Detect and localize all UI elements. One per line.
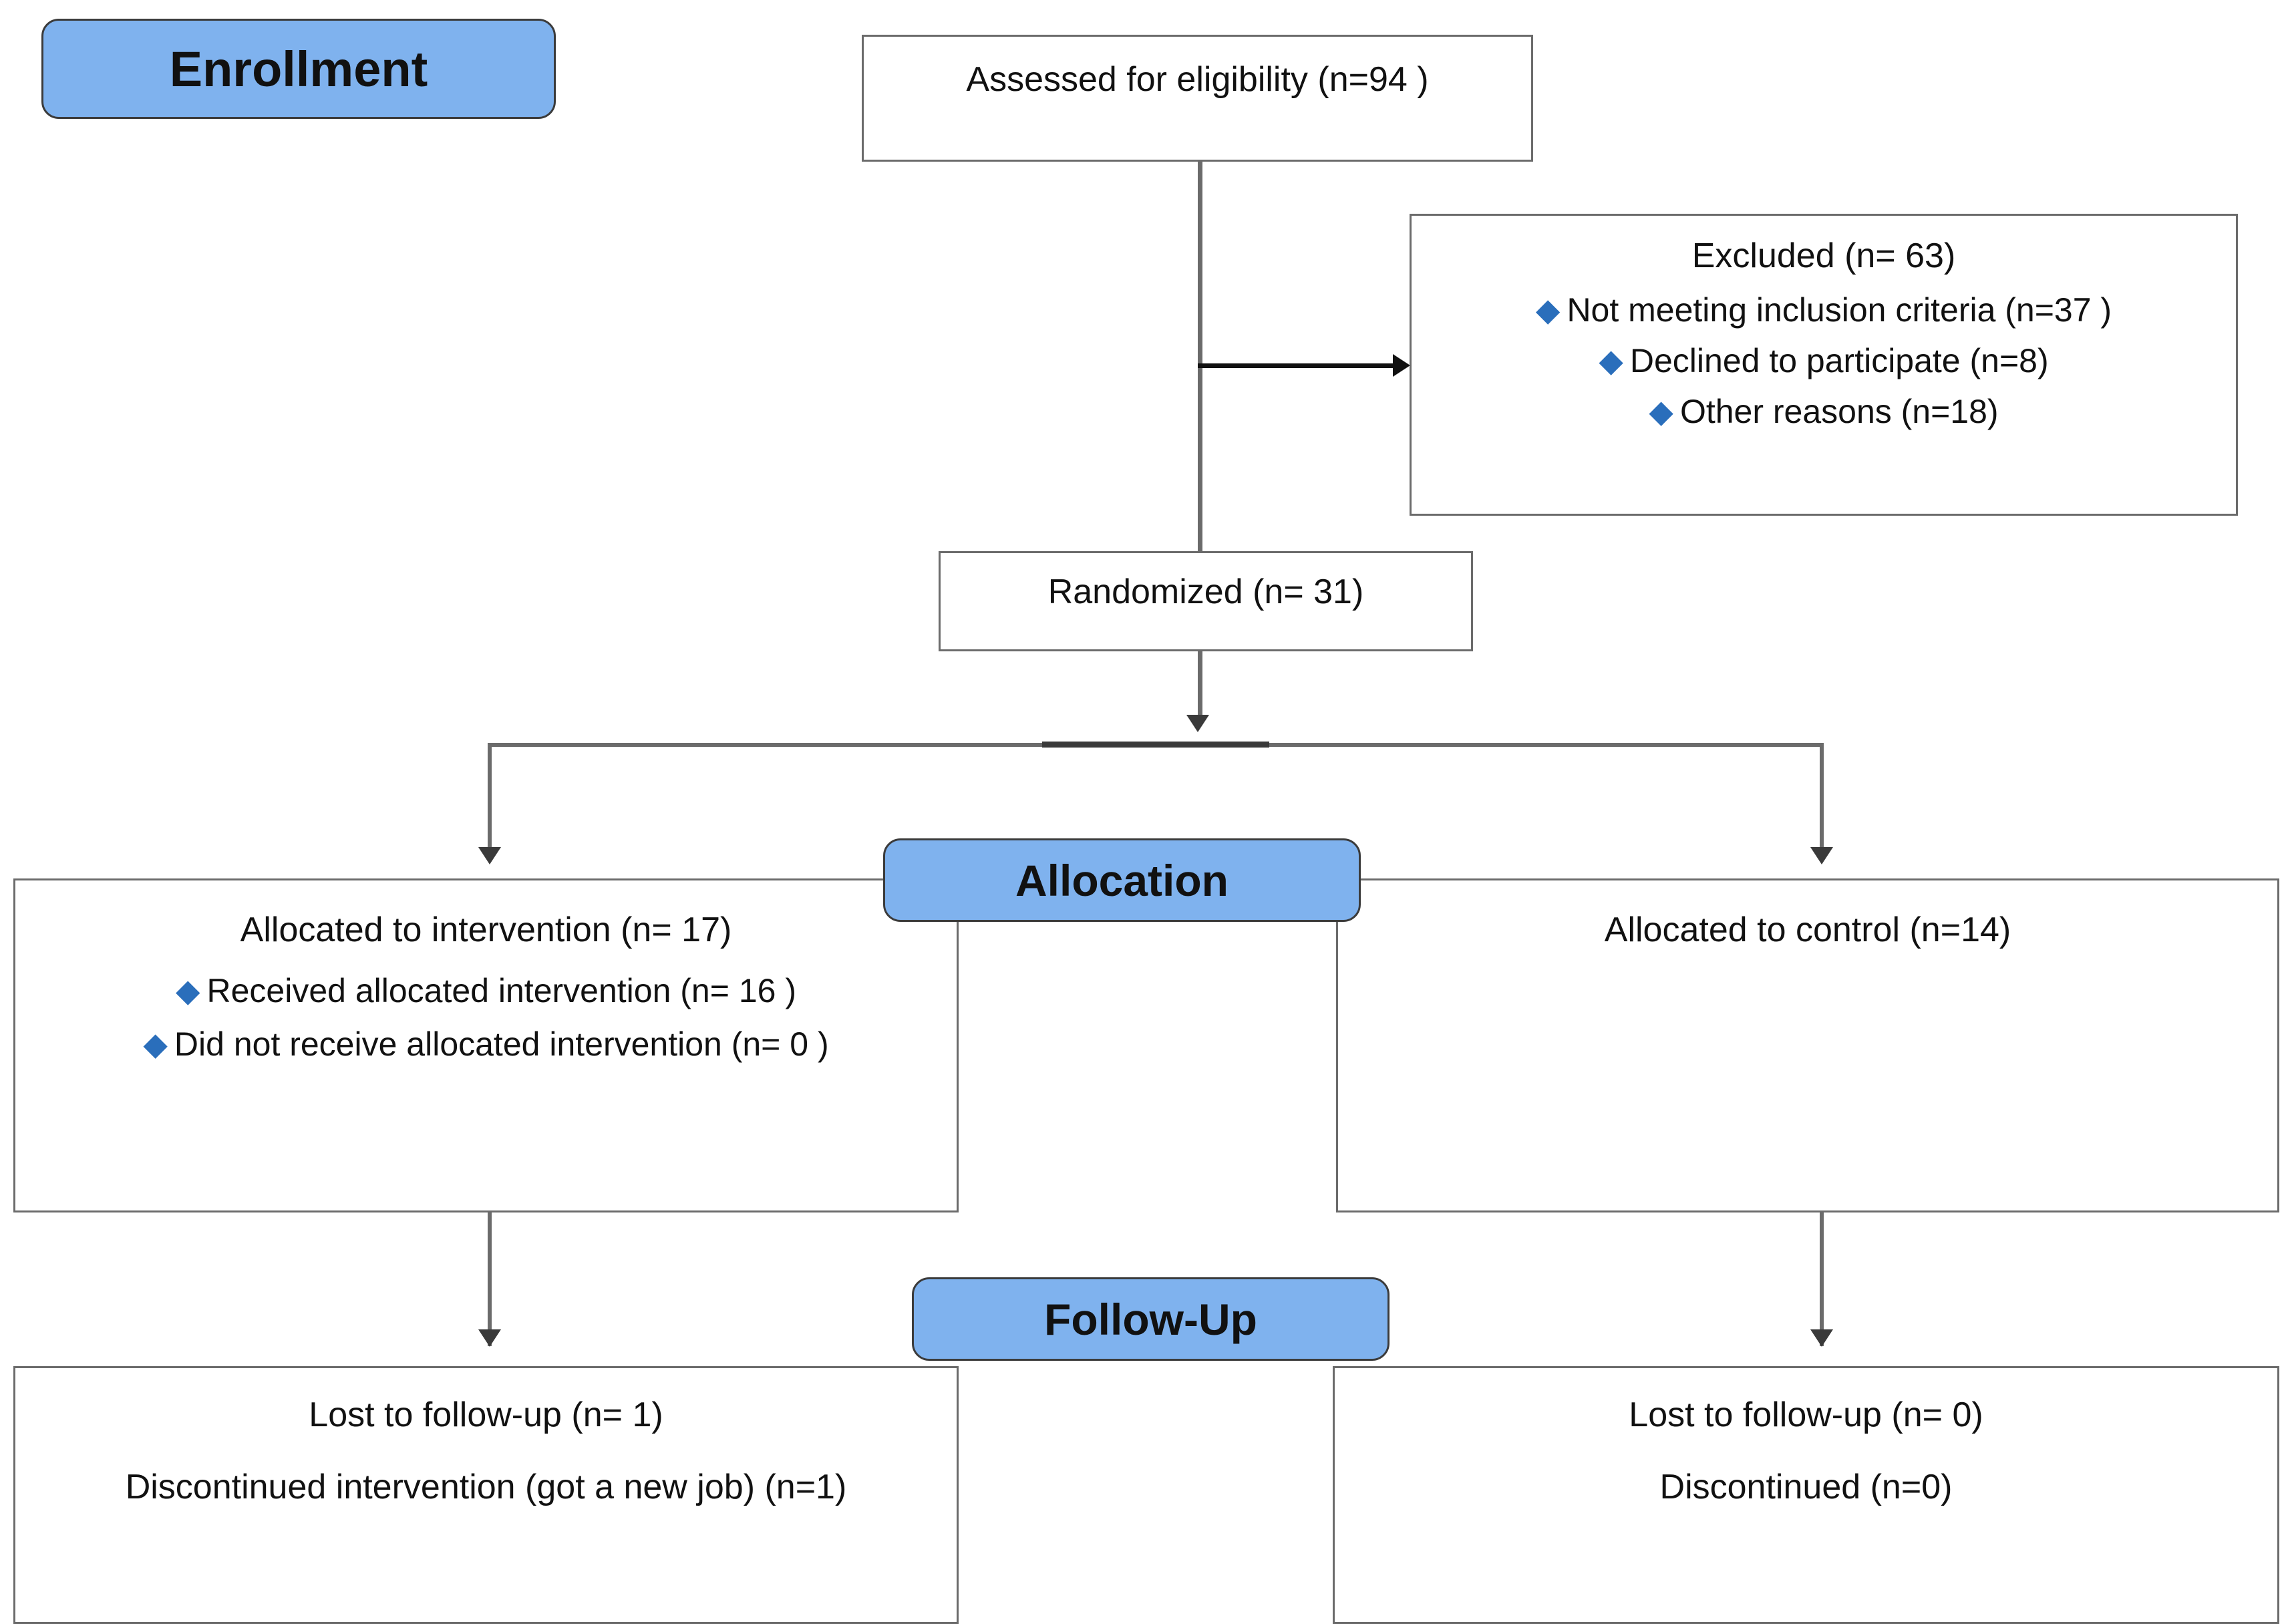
box-allocated-intervention [13,878,959,1212]
connector-right-branch [1820,743,1824,855]
excluded-title: Excluded (n= 63) [1691,236,1956,275]
box-excluded [1410,214,2238,516]
box-allocated-control [1336,878,2279,1212]
box-followup-control [1333,1366,2279,1624]
stage-pill-enrollment [41,19,556,119]
arrow-right-to-followup [1810,1329,1833,1347]
allocated-intervention-bullet-2 [31,1025,941,1064]
arrow-right-branch [1810,847,1833,864]
excluded-bullet-2-label: Declined to participate (n=8) [1629,342,2049,379]
arrow-randomized-down [1186,715,1209,732]
connector-right-to-followup [1820,1212,1824,1346]
stage-label-followup: Follow-Up [1044,1294,1257,1344]
assessed-line: Assessed for eligibility (n=94 ) [966,60,1429,99]
connector-assessed-to-randomized [1198,162,1202,551]
arrow-left-branch [478,847,501,864]
diamond-bullet-icon: ◆ [1535,293,1561,328]
diamond-bullet-icon: ◆ [1649,394,1673,430]
diamond-bullet-icon: ◆ [1599,343,1623,379]
excluded-bullet-3-label: Other reasons (n=18) [1679,393,1999,430]
arrow-left-to-followup [478,1329,501,1347]
allocated-intervention-bullet-1-label: Received allocated intervention (n= 16 ) [206,972,796,1009]
excluded-bullet-1 [1428,291,2220,329]
allocated-control-line: Allocated to control (n=14) [1604,911,2011,949]
diamond-bullet-icon: ◆ [175,973,200,1009]
followup-control-line-1: Lost to follow-up (n= 0) [1629,1396,1983,1434]
connector-left-branch [488,743,492,855]
excluded-bullet-1-label: Not meeting inclusion criteria (n=37 ) [1567,291,2112,329]
followup-control-line-2: Discontinued (n=0) [1659,1468,1953,1506]
diamond-bullet-icon: ◆ [143,1027,168,1062]
stage-pill-allocation [883,838,1361,922]
box-randomized [939,551,1473,651]
connector-split-bar-center [1042,742,1269,748]
stage-pill-followup [912,1277,1390,1361]
box-assessed-for-eligibility [862,35,1533,162]
randomized-line: Randomized (n= 31) [1047,573,1364,611]
stage-label-allocation: Allocation [1015,855,1229,905]
excluded-bullet-3 [1428,392,2220,431]
followup-intervention-line-1: Lost to follow-up (n= 1) [309,1396,663,1434]
connector-randomized-down [1198,651,1202,721]
connector-to-excluded [1198,363,1393,368]
box-followup-intervention [13,1366,959,1624]
arrow-to-excluded [1393,354,1410,377]
connector-left-to-followup [488,1212,492,1346]
stage-label-enrollment: Enrollment [169,41,428,97]
allocated-intervention-title: Allocated to intervention (n= 17) [240,911,732,949]
allocated-intervention-bullet-1 [31,971,941,1010]
excluded-bullet-2 [1428,341,2220,380]
followup-intervention-line-2: Discontinued intervention (got a new job) (n=1) [125,1468,847,1506]
allocated-intervention-bullet-2-label: Did not receive allocated intervention (n= 0 ) [174,1025,829,1063]
